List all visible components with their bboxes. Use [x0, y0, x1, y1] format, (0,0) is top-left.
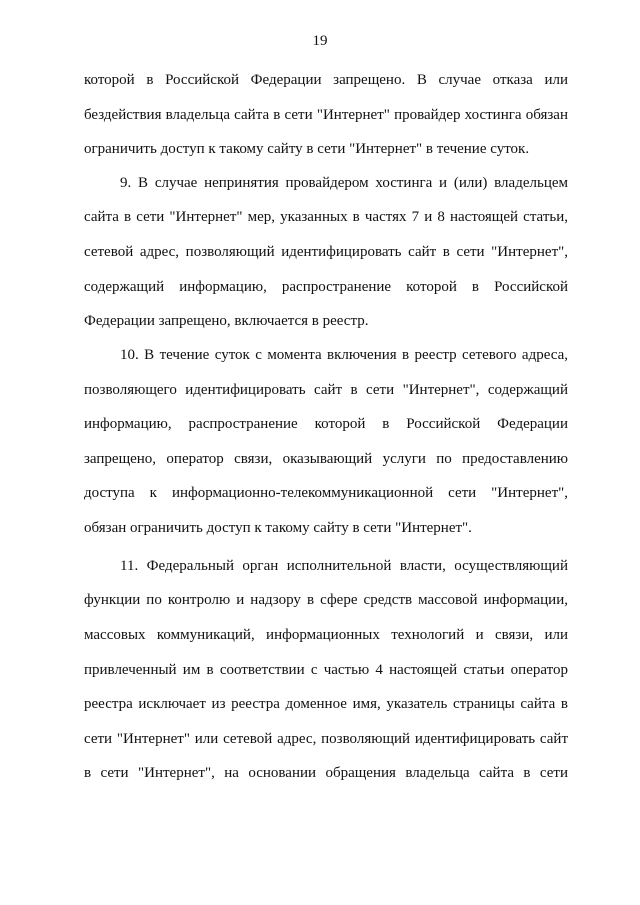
text-line: функции по контролю и надзору в сфере средств массовой информации, [84, 592, 568, 608]
page-number: 19 [312, 33, 328, 49]
text-line: привлеченный им в соответствии с частью 4 настоящей статьи оператор [84, 662, 568, 678]
text-line: содержащий информацию, распространение которой в Российской [84, 279, 568, 295]
text-line: информацию, распространение которой в Российской Федерации [84, 416, 568, 432]
text-line: сети "Интернет" или сетевой адрес, позволяющий идентифицировать сайт [84, 731, 568, 747]
text-line: доступа к информационно-телекоммуникационной сети "Интернет", [84, 485, 568, 501]
text-line: 10. В течение суток с момента включения в реестр сетевого адреса, [120, 347, 568, 363]
text-line: позволяющего идентифицировать сайт в сети "Интернет", содержащий [84, 382, 568, 398]
text-line: Федерации запрещено, включается в реестр. [84, 313, 369, 329]
text-line: обязан ограничить доступ к такому сайту в сети "Интернет". [84, 520, 472, 536]
text-line: в сети "Интернет", на основании обращения владельца сайта в сети [84, 765, 568, 781]
text-line: 9. В случае непринятия провайдером хостинга и (или) владельцем [120, 175, 568, 191]
text-line: запрещено, оператор связи, оказывающий услуги по предоставлению [84, 451, 568, 467]
text-line: ограничить доступ к такому сайту в сети "Интернет" в течение суток. [84, 141, 530, 157]
text-line: сетевой адрес, позволяющий идентифицировать сайт в сети "Интернет", [84, 244, 568, 260]
text-line: бездействия владельца сайта в сети "Интернет" провайдер хостинга обязан [84, 107, 568, 123]
text-line: которой в Российской Федерации запрещено. В случае отказа или [84, 72, 568, 88]
text-line: 11. Федеральный орган исполнительной власти, осуществляющий [120, 558, 568, 574]
text-line: массовых коммуникаций, информационных технологий и связи, или [84, 627, 568, 643]
text-line: сайта в сети "Интернет" мер, указанных в частях 7 и 8 настоящей статьи, [84, 209, 568, 225]
text-line: реестра исключает из реестра доменное имя, указатель страницы сайта в [84, 696, 568, 712]
